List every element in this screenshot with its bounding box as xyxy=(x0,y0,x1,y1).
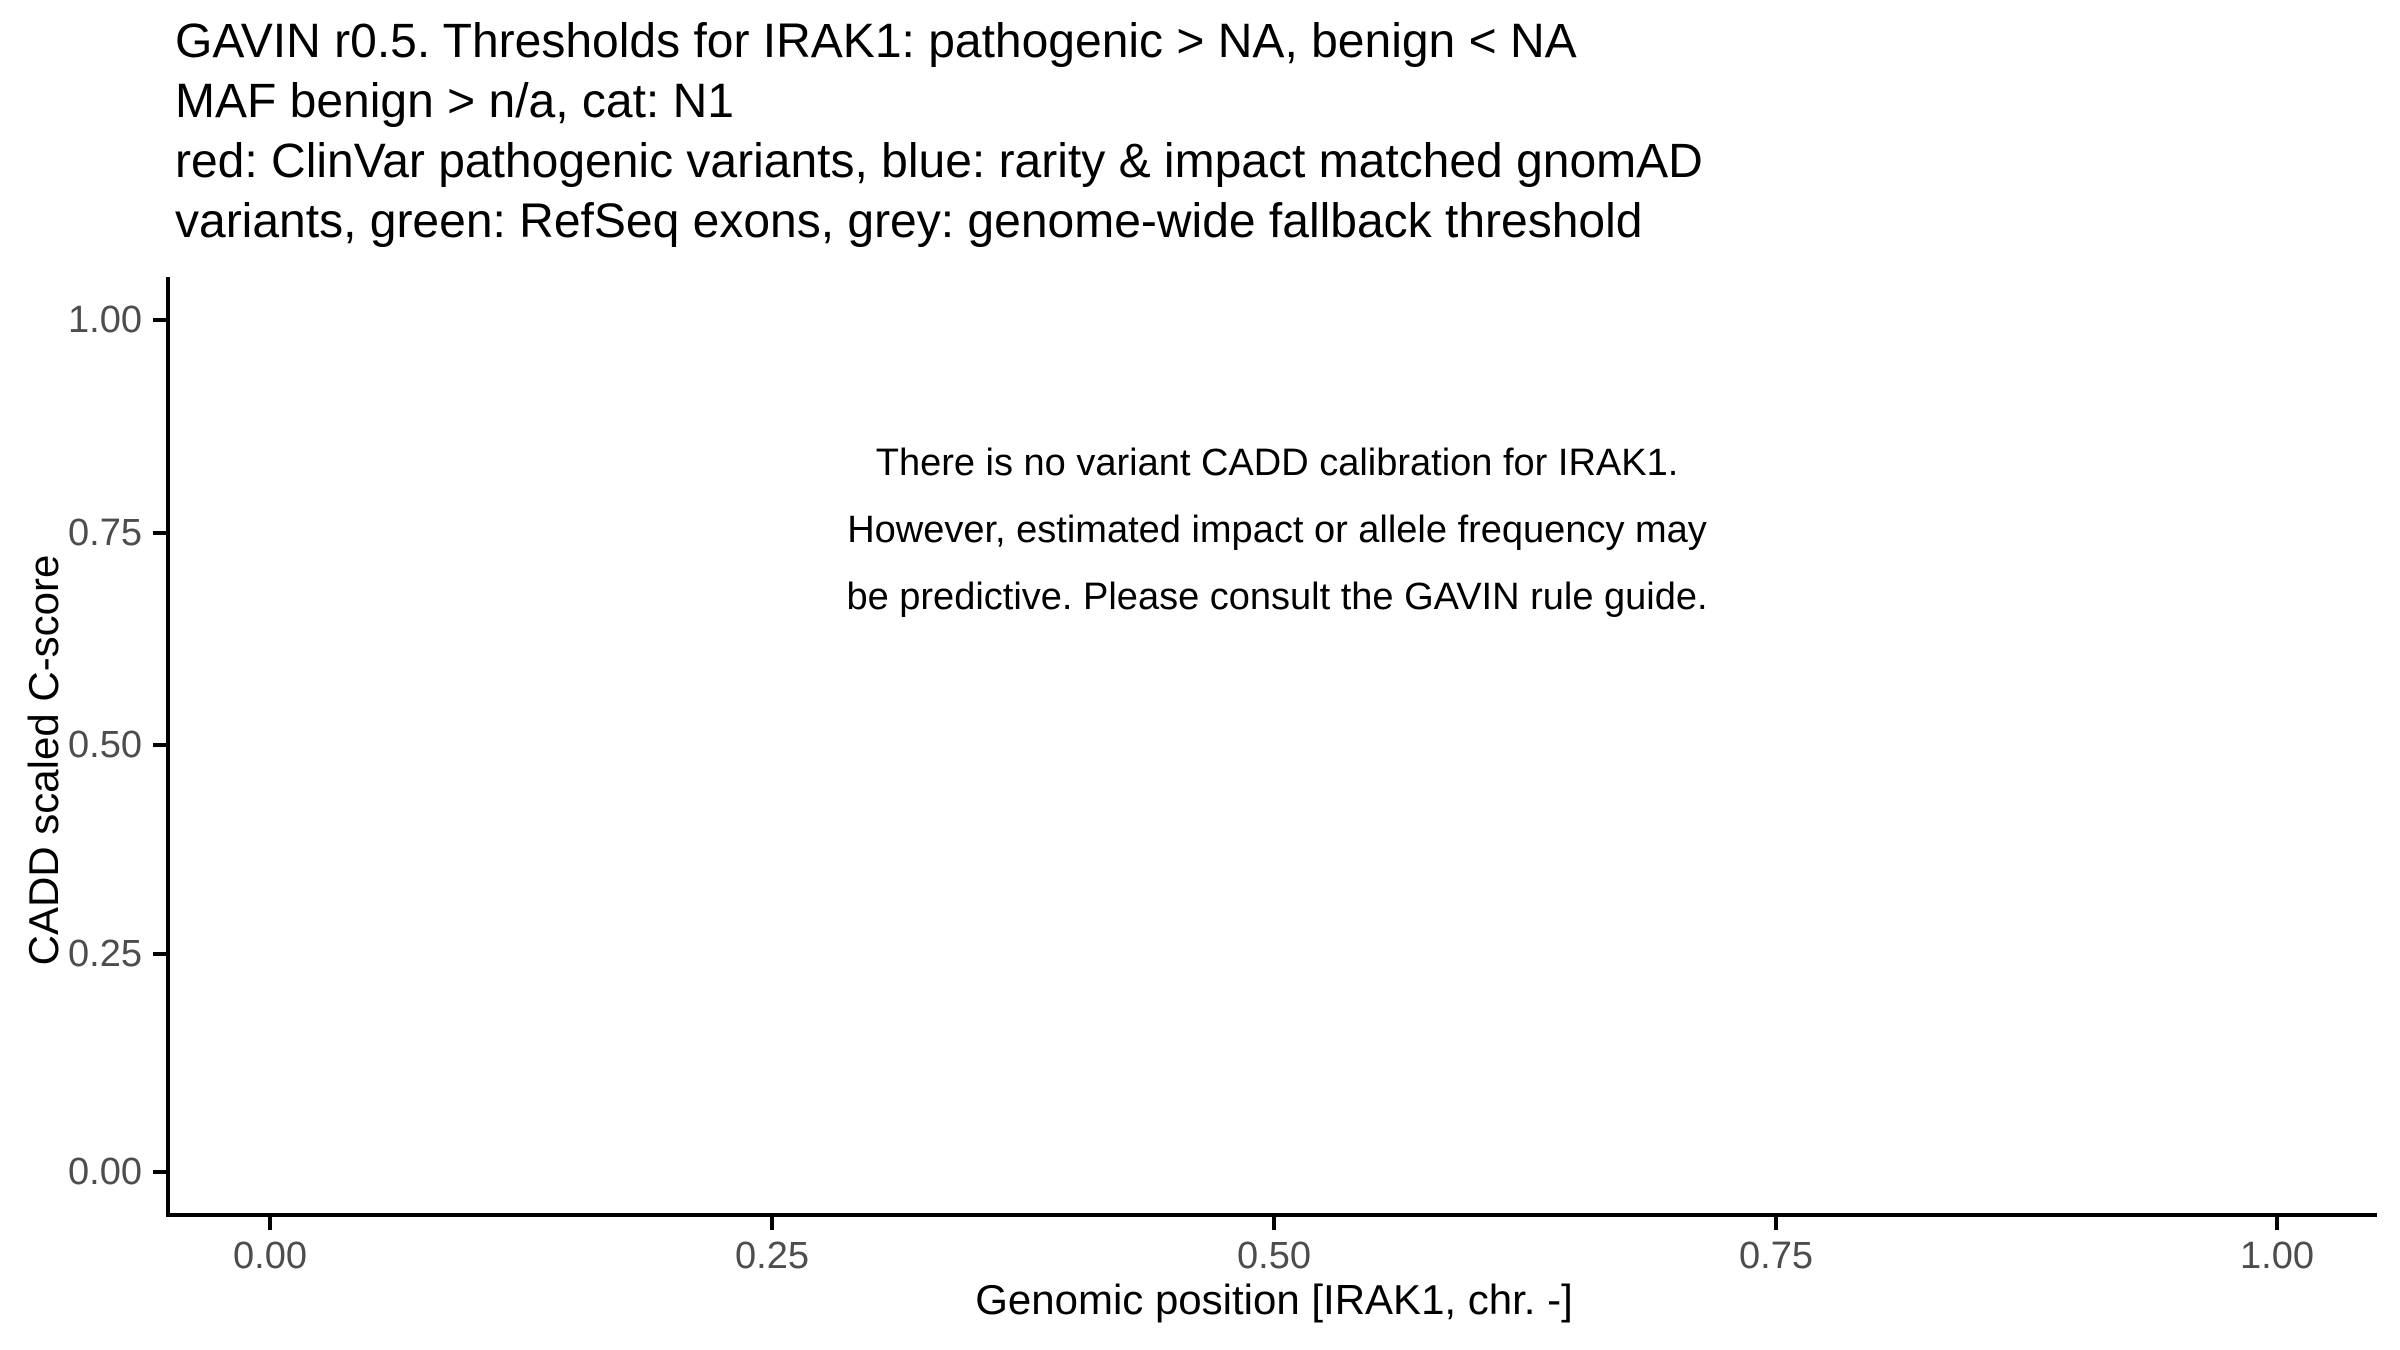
y-axis-line xyxy=(166,277,170,1217)
y-tick-label: 1.00 xyxy=(68,299,142,341)
y-tick-label: 0.25 xyxy=(68,933,142,975)
y-tick-label: 0.50 xyxy=(68,724,142,766)
y-tick-mark-0.50 xyxy=(153,743,167,747)
y-axis-title: CADD scaled C-score xyxy=(20,554,67,966)
plot-title-line-2: MAF benign > n/a, cat: N1 xyxy=(175,75,734,128)
x-axis-title: Genomic position [IRAK1, chr. -] xyxy=(975,1276,1573,1323)
x-tick-label: 0.00 xyxy=(233,1235,307,1277)
y-tick-label: 0.75 xyxy=(68,512,142,554)
annotation-line-1: There is no variant CADD calibration for IRAK1. xyxy=(875,442,1679,484)
y-tick-mark-1.00 xyxy=(153,318,167,322)
annotation-line-2: However, estimated impact or allele frequency may xyxy=(847,509,1707,551)
x-tick-mark-0.75 xyxy=(1774,1217,1778,1230)
y-tick-mark-0.25 xyxy=(153,952,167,956)
x-tick-label: 0.75 xyxy=(1739,1235,1813,1277)
x-tick-label: 1.00 xyxy=(2240,1235,2314,1277)
x-tick-mark-0.50 xyxy=(1272,1217,1276,1230)
y-tick-mark-0.00 xyxy=(153,1170,167,1174)
x-tick-label: 0.50 xyxy=(1237,1235,1311,1277)
plot-title-line-1: GAVIN r0.5. Thresholds for IRAK1: pathogenic > NA, benign < NA xyxy=(175,15,1577,68)
plot-title-line-4: variants, green: RefSeq exons, grey: genome-wide fallback threshold xyxy=(175,195,1643,248)
plot-title xyxy=(175,12,1703,252)
no-calibration-annotation xyxy=(846,430,1707,631)
x-tick-mark-1.00 xyxy=(2275,1217,2279,1230)
x-tick-label: 0.25 xyxy=(735,1235,809,1277)
x-tick-mark-0.00 xyxy=(268,1217,272,1230)
plot-title-line-3: red: ClinVar pathogenic variants, blue: rarity & impact matched gnomAD xyxy=(175,135,1703,188)
annotation-line-3: be predictive. Please consult the GAVIN rule guide. xyxy=(846,576,1708,618)
x-tick-mark-0.25 xyxy=(770,1217,774,1230)
y-tick-label: 0.00 xyxy=(68,1151,142,1193)
y-tick-mark-0.75 xyxy=(153,531,167,535)
